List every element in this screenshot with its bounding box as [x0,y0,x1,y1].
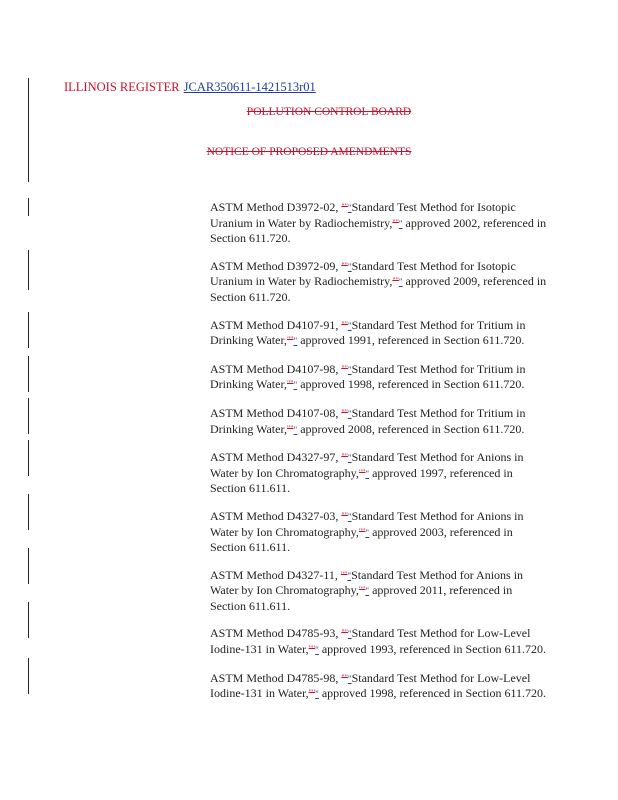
inserted-quote-mark: " [398,218,403,229]
deleted-quote-mark: "" [341,202,348,211]
deleted-quote-mark: "" [286,379,294,389]
method-id: ASTM Method D3972-02, [210,200,342,214]
deleted-quote-mark: "" [392,276,399,286]
approval-and-section: approved 2002, referenced in Section 611.720. [210,215,547,246]
reference-list [210,200,550,715]
standard-title: Standard Test Method for Isotopic Uranium in Water by Radiochemistry, [210,258,516,289]
deleted-quote-mark: "" [341,363,348,373]
revision-bar [28,440,29,476]
deleted-quote-mark: "" [341,628,348,638]
approval-and-section: approved 1993, referenced in Section 611.720. [318,642,547,657]
approval-and-section: approved 1998, referenced in Section 611.720. [318,686,547,701]
deleted-quote-mark: "" [358,526,366,536]
method-id: ASTM Method D4327-03, [210,508,342,523]
deleted-quote-mark: "" [341,260,348,270]
inserted-quote-mark: " [293,380,298,391]
approval-and-section: approved 2003, referenced in Section 611.611. [210,524,513,555]
standard-title: Standard Test Method for Anions in Water by Ion Chromatography, [210,508,524,539]
approval-and-section: approved 2008, referenced in Section 611.720. [297,421,525,436]
standard-title: Standard Test Method for Low-Level Iodine-131 in Water, [210,626,531,657]
deleted-quote-mark: "" [341,452,348,462]
standard-title: Standard Test Method for Low-Level Iodine-131 in Water, [210,670,531,701]
deleted-quote-mark: "" [341,672,348,682]
inserted-quote-mark: " [315,689,319,700]
inserted-quote-mark: " [347,261,352,272]
revision-bar [28,312,29,348]
inserted-quote-mark: " [315,645,319,656]
reference-item [210,626,550,657]
reference-item [210,406,550,437]
reference-item [210,259,550,305]
standard-title: Standard Test Method for Tritium in Drinking Water, [210,317,526,348]
reference-item [210,568,550,614]
standard-title: Standard Test Method for Tritium in Drinking Water, [210,405,526,436]
method-id: ASTM Method D4785-93, [210,626,342,641]
inserted-quote-mark: " [347,203,352,213]
deleted-quote-mark: "" [341,319,348,329]
reference-item [210,509,550,555]
method-id: ASTM Method D4107-91, [210,317,342,332]
standard-title: Standard Test Method for Anions in Water by Ion Chromatography, [210,567,524,598]
inserted-quote-mark: " [347,364,352,375]
inserted-quote-mark: " [347,570,352,581]
standard-title: Standard Test Method for Anions in Water by Ion Chromatography, [210,450,524,480]
revision-bar [28,78,29,182]
reference-item [210,200,550,246]
inserted-quote-mark: " [293,424,298,435]
document-id: JCAR350611-1421513r01 [183,80,316,94]
inserted-quote-mark: " [347,511,352,522]
notice-title: NOTICE OF PROPOSED AMENDMENTS [206,146,412,158]
deleted-quote-mark: "" [392,217,399,227]
inserted-quote-mark: " [365,468,370,479]
approval-and-section: approved 1998, referenced in Section 611.720. [297,377,525,392]
deleted-quote-mark: "" [286,423,294,433]
deleted-quote-mark: "" [308,688,316,698]
inserted-quote-mark: " [293,336,298,347]
revision-bar [28,658,29,694]
inserted-quote-mark: " [347,673,352,684]
inserted-quote-mark: " [347,320,352,331]
inserted-quote-mark: " [347,453,352,464]
reference-item [210,318,550,349]
inserted-quote-mark: " [365,527,370,538]
revision-bar [28,250,29,290]
deleted-quote-mark: "" [286,335,294,345]
inserted-quote-mark: " [398,277,403,288]
revision-bar [28,198,29,216]
standard-title: Standard Test Method for Tritium in Drinking Water, [210,361,526,392]
approval-and-section: approved 1991, referenced in Section 611.720. [297,333,525,348]
revision-bar [28,356,29,392]
revision-bar [28,602,29,638]
method-id: ASTM Method D4107-08, [210,405,342,420]
deleted-quote-mark: "" [358,585,366,595]
inserted-quote-mark: " [347,629,352,640]
approval-and-section: approved 2009, referenced in Section 611.720. [210,274,547,304]
register-header [64,80,316,95]
deleted-quote-mark: "" [340,569,348,579]
inserted-quote-mark: " [347,408,352,419]
method-id: ASTM Method D4785-98, [210,670,342,685]
deleted-quote-mark: "" [358,467,366,477]
revision-bar [28,548,29,584]
reference-item [210,362,550,393]
approval-and-section: approved 2011, referenced in Section 611.611. [210,583,513,613]
reference-item [210,671,550,702]
agency-title: POLLUTION CONTROL BOARD [246,106,412,118]
register-title: ILLINOIS REGISTER [64,80,180,94]
deleted-quote-mark: "" [308,644,316,654]
standard-title: Standard Test Method for Isotopic Uranium in Water by Radiochemistry, [210,200,516,230]
method-id: ASTM Method D4327-11, [210,567,341,582]
reference-item [210,450,550,496]
revision-bar [28,398,29,434]
revision-bar [28,494,29,530]
deleted-quote-mark: "" [341,510,348,520]
method-id: ASTM Method D3972-09, [210,258,342,273]
inserted-quote-mark: " [365,586,370,597]
method-id: ASTM Method D4107-98, [210,361,342,376]
method-id: ASTM Method D4327-97, [210,450,342,465]
deleted-quote-mark: "" [341,407,348,417]
approval-and-section: approved 1997, referenced in Section 611.611. [210,465,513,496]
